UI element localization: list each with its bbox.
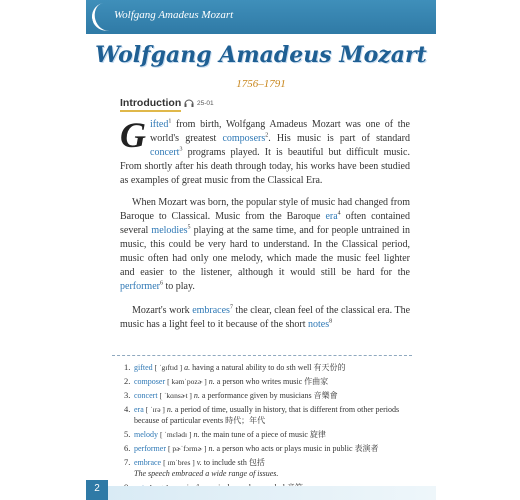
header-title: Wolfgang Amadeus Mozart <box>114 9 234 21</box>
vocab-word: melody <box>134 430 158 439</box>
vocab-phonetic: [ pɚˈfɔrmɚ ] <box>167 444 207 453</box>
drop-cap: G <box>120 115 146 155</box>
vocab-phonetic: [ ˈɪrə ] <box>145 405 165 414</box>
vocab-number: 6. <box>124 443 131 453</box>
vocab-translation: 作曲家 <box>304 377 329 386</box>
vocab-translation: 旋律 <box>309 430 326 439</box>
vocab-item <box>124 443 424 454</box>
footnote-ref: 6 <box>159 280 163 287</box>
vocab-pos: a. <box>184 363 191 372</box>
footnote-ref: 4 <box>337 210 341 217</box>
vocab-phonetic: [ kəmˈpozɚ ] <box>167 377 207 386</box>
vocab-translation: 有天份的 <box>313 363 346 372</box>
vocab-definition: a person who writes music <box>216 377 303 386</box>
vocab-word: concert <box>134 391 158 400</box>
paragraph-2 <box>120 196 410 294</box>
keyword: ifted <box>150 119 169 130</box>
keyword: notes <box>308 319 330 330</box>
vocab-translation: 音樂會 <box>313 391 338 400</box>
text: playing at the same time, and for people untrained in music, this could be very hard to understand. In the Classical period, music often had only one melody, which made the music feel lighter and easier to the listener, although it would still be hard for the <box>120 225 410 278</box>
vocab-pos: n. <box>208 444 215 453</box>
vocab-word: performer <box>134 444 166 453</box>
vocab-translation: 表演者 <box>354 444 379 453</box>
footer-band <box>108 486 436 500</box>
vocab-pos: n. <box>208 377 215 386</box>
vocab-item <box>124 457 424 479</box>
keyword: embraces <box>192 305 230 316</box>
vocab-pos: n. <box>166 405 173 414</box>
vocab-example: The speech embraced a wide range of issues. <box>134 469 279 478</box>
page-number: 2 <box>94 483 100 494</box>
vocab-word: gifted <box>134 363 153 372</box>
vocab-number: 4. <box>124 404 131 414</box>
vocab-item <box>124 404 424 426</box>
vocab-phonetic: [ ˈkɑnsɚt ] <box>159 391 192 400</box>
divider <box>112 355 412 356</box>
vocab-definition: the main tune of a piece of music <box>201 430 308 439</box>
page-title: Wolfgang Amadeus Mozart <box>95 42 427 68</box>
text: . His music is part of standard <box>268 133 410 144</box>
track-number: 25-01 <box>197 100 214 107</box>
vocabulary-list <box>124 362 424 496</box>
vocab-phonetic: [ ɪmˈbres ] <box>163 458 195 467</box>
vocab-number: 2. <box>124 376 131 386</box>
vocab-pos: n. <box>193 391 200 400</box>
vocab-word: embrace <box>134 458 162 467</box>
vocab-definition: a performance given by musicians <box>201 391 312 400</box>
vocab-item <box>124 429 424 440</box>
vocab-item <box>124 362 424 373</box>
footnote-ref: 8 <box>329 318 333 325</box>
text: to play. <box>162 281 195 292</box>
text: often contained several <box>120 211 410 236</box>
footnote-ref: 3 <box>179 146 183 153</box>
keyword: composers <box>222 133 266 144</box>
text: the clear, clean feel of the classical era. The music has a light feel to it because of the short <box>120 305 411 330</box>
footnote-ref: 2 <box>265 132 269 139</box>
vocab-pos: v. <box>196 458 202 467</box>
text: When Mozart was born, the popular style of music had changed from Baroque to Classical. Music from the Baroque <box>120 197 410 222</box>
vocab-pos: n. <box>193 430 200 439</box>
years: 1756–1791 <box>236 78 286 90</box>
footnote-ref: 1 <box>168 118 172 125</box>
paragraph-3 <box>120 304 410 332</box>
footnote-ref: 5 <box>187 224 191 231</box>
text: Mozart's work <box>132 305 193 316</box>
keyword: era <box>325 211 338 222</box>
vocab-number: 1. <box>124 362 131 372</box>
vocab-definition: having a natural ability to do sth well <box>192 363 312 372</box>
vocab-number: 7. <box>124 457 131 467</box>
headphones-icon[interactable] <box>184 98 194 108</box>
footnote-ref: 7 <box>229 304 233 311</box>
paragraph-1 <box>120 115 410 188</box>
vocab-translation: 時代；年代 <box>225 416 266 425</box>
vocab-phonetic: [ ˈmɛlədɪ ] <box>160 430 192 439</box>
vocab-item <box>124 376 424 387</box>
keyword: performer <box>120 281 160 292</box>
vocab-number: 5. <box>124 429 131 439</box>
vocab-word: composer <box>134 377 166 386</box>
vocab-translation: 包括 <box>248 458 265 467</box>
vocab-number: 3. <box>124 390 131 400</box>
keyword: concert <box>150 147 180 158</box>
text: from birth, Wolfgang Amadeus Mozart was one of the world's greatest <box>150 119 410 144</box>
vocab-definition: to include sth <box>203 458 247 467</box>
keyword: melodies <box>151 225 188 236</box>
vocab-definition: a person who acts or plays music in public <box>216 444 353 453</box>
text: programs played. It is beautiful but difficult music. From shortly after his death through today, his works have been studied as examples of great music from the Classical Era. <box>120 147 410 186</box>
vocab-phonetic: [ ˈgɪftɪd ] <box>154 363 183 372</box>
vocab-word: era <box>134 405 144 414</box>
vocab-definition: a period of time, usually in history, that is different from other periods because of particular events <box>134 405 400 425</box>
vocab-item <box>124 390 424 401</box>
section-heading: Introduction <box>120 97 181 112</box>
